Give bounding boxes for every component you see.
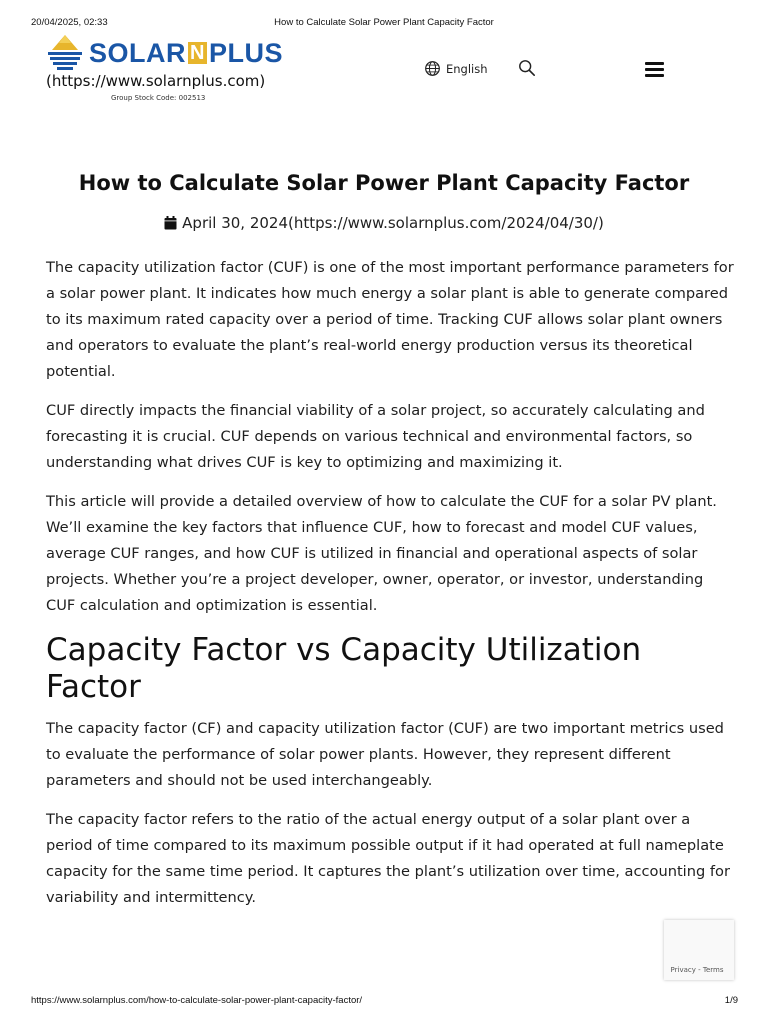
globe-icon bbox=[424, 60, 441, 77]
language-selector[interactable] bbox=[424, 60, 488, 77]
search-icon bbox=[518, 59, 536, 77]
post-date[interactable] bbox=[0, 214, 768, 232]
print-footer-url: https://www.solarnplus.com/how-to-calculate-solar-power-plant-capacity-factor/ bbox=[31, 995, 363, 1006]
logo-word-solar: SOLAR bbox=[89, 38, 186, 68]
logo-word-plus: PLUS bbox=[208, 38, 283, 68]
section-heading-cf-vs-cuf: Capacity Factor vs Capacity Utilization Factor bbox=[46, 632, 642, 705]
logo-wordmark bbox=[89, 38, 283, 69]
language-label: English bbox=[446, 61, 488, 76]
recaptcha-badge[interactable] bbox=[664, 920, 734, 980]
print-header-datetime: 20/04/2025, 02:33 bbox=[31, 17, 108, 28]
article-title: How to Calculate Solar Power Plant Capacity Factor bbox=[78, 171, 690, 195]
paragraph-capacity-factor-definition: The capacity factor refers to the ratio of the actual energy output of a solar plant over a period of time compared to its maximum possible output if it had operated at full nameplate capacity for the same time period. It captures the plant’s utilization over time, accounting for variability and intermittency. bbox=[46, 811, 730, 906]
logo-word-n: N bbox=[190, 42, 205, 64]
print-footer-page-number: 1/9 bbox=[724, 995, 738, 1006]
menu-button[interactable] bbox=[645, 62, 664, 80]
site-url[interactable]: (https://www.solarnplus.com) bbox=[46, 72, 266, 90]
recaptcha-links[interactable]: Privacy - Terms bbox=[670, 966, 724, 974]
print-header-title: How to Calculate Solar Power Plant Capacity Factor bbox=[274, 17, 494, 28]
search-button[interactable] bbox=[518, 59, 536, 81]
hamburger-menu-icon bbox=[645, 62, 664, 77]
paragraph-cf-cuf-metrics: The capacity factor (CF) and capacity utilization factor (CUF) are two important metrics used to evaluate the performance of solar power plants. However, they represent different parameters and should not be used interchangeably. bbox=[46, 720, 724, 789]
logo-sun-icon bbox=[45, 33, 85, 71]
paragraph-overview: This article will provide a detailed overview of how to calculate the CUF for a solar PV plant. We’ll examine the key factors that influence CUF, how to forecast and model CUF values, average CUF ranges, and how CUF is utilized in financial and operational aspects of solar projects. Whether you’re a project developer, owner, operator, or investor, understanding CUF calculation and optimization is essential. bbox=[46, 493, 717, 614]
stock-code: Group Stock Code: 002513 bbox=[111, 94, 206, 102]
paragraph-financial-viability: CUF directly impacts the financial viability of a solar project, so accurately calculating and forecasting it is crucial. CUF depends on various technical and environmental factors, so understanding what drives CUF is key to optimizing and maximizing it. bbox=[46, 402, 705, 471]
site-logo[interactable] bbox=[45, 33, 283, 73]
post-date-text: April 30, 2024(https://www.solarnplus.com/2024/04/30/) bbox=[182, 214, 604, 232]
paragraph-intro: The capacity utilization factor (CUF) is one of the most important performance parameters for a solar power plant. It indicates how much energy a solar plant is able to generate compared to its maximum rated capacity over a period of time. Tracking CUF allows solar plant owners and operators to evaluate the plant’s real-world energy production versus its theoretical potential. bbox=[46, 259, 734, 380]
calendar-icon bbox=[164, 216, 177, 230]
article-body bbox=[46, 255, 736, 924]
